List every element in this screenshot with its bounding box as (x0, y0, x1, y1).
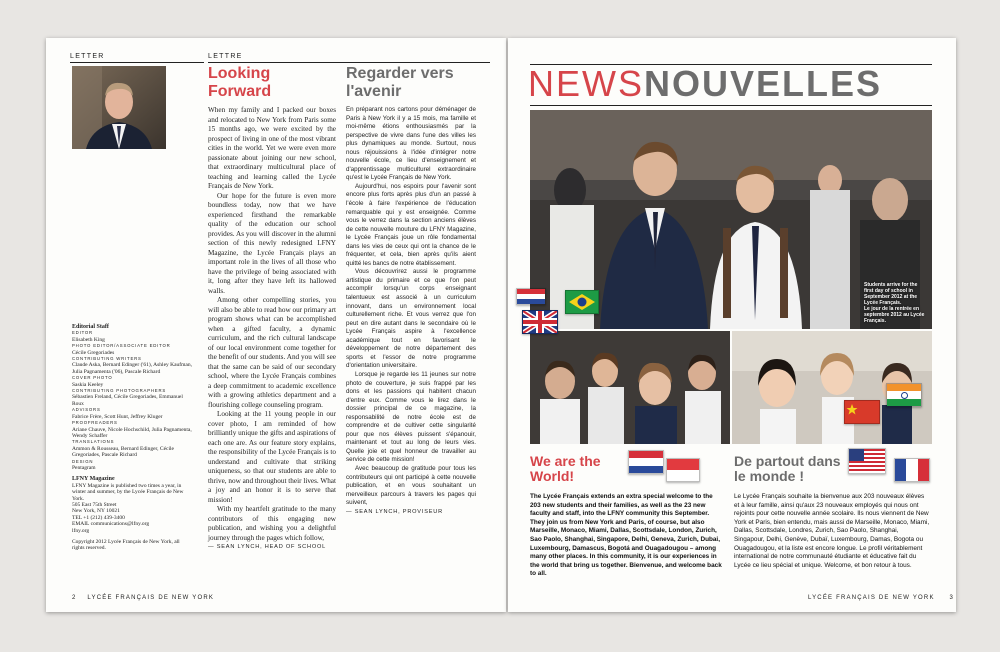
staff-names: Elisabeth King (72, 336, 105, 343)
staff-names: Ammon & Rousseau, Bernard Edinger, Cécile Gregoriades, Pascale Richard (72, 445, 174, 459)
top-rule (208, 62, 490, 63)
staff-role: PHOTO EDITOR/ASSOCIATE EDITOR (72, 343, 171, 349)
staff-names: Sébastien Freland, Cécile Gregoriades, Emmanuel Roux (72, 394, 183, 407)
address-line: New York, NY 10021 (72, 508, 120, 515)
staff-names: Claude Aska, Bernard Edinger ('61), Ashley Kaufman, Julia Pagnamenta ('06), Pascale Richard (72, 362, 192, 375)
staff-role: CONTRIBUTING PHOTOGRAPHERS (72, 388, 167, 394)
staff-role: EDITOR (72, 330, 93, 336)
title-rule (530, 105, 932, 106)
section-label-en: LETTER (70, 53, 105, 60)
paragraph: When my family and I packed our boxes and relocated to New York from Paris some 15 months ago, we were excited by the prospect of living in one of the most vibrant cities in the world. Yet we were even more passionate about joining our new school, that extraordinary multicultural place of teaching and learning called the Lycée Français de New York. (208, 106, 336, 190)
title-nouvelles: NOUVELLES (644, 63, 883, 104)
news-body-en: The Lycée Français extends an extra special welcome to the 203 new students and their families, as well as the 23 new faculty and staff, into the LFNY community this September. They join us from New York and Paris, of course, but also Marseille, Monaco, Miami, Dallas, Scottsdale, London, Zurich, Sao Paolo, Shanghai, Singapore, Delhi, Geneva, Zurich, Dubai, Luxembourg, Damascus, Bogotá and Ouagadougou – among many other places. In this community, it is our experiences in the world that bring us together. Bienvenue, and welcome back to all. (530, 493, 722, 578)
flag-usa-icon (848, 448, 886, 474)
flag-france-icon (628, 450, 664, 474)
flag-singapore-icon (666, 458, 700, 482)
publication-title: LFNY Magazine (72, 476, 115, 483)
paragraph: Looking at the 11 young people in our cover photo, I am reminded of how brilliantly unique the gifts and aspirations of each one are. As our feature story explains, the responsibility of the Lycée Français is to understand and cultivate that striking uniqueness, so that our students are able to thrive, now and throughout their lives. What a joy and an honor it is to serve that mission! (208, 410, 336, 504)
top-rule (70, 62, 204, 63)
staff-role: PROOFREADERS (72, 420, 118, 426)
editorial-staff (72, 324, 192, 552)
page-number-value: 2 (72, 595, 77, 601)
flag-china-icon (844, 400, 880, 424)
signature-fr: — SEAN LYNCH, PROVISEUR (346, 508, 443, 515)
page-footer (808, 595, 954, 601)
email-line[interactable]: EMAIL communications@lfny.org (72, 521, 150, 528)
staff-role: DESIGN (72, 458, 94, 464)
paragraph: Among other compelling stories, you will also be able to read how our primary art program shows what can be accomplished when a gifted faculty, a dynamic curriculum, and the rich cultural landscape of our local environment come together for the benefit of our students. And you will see that the same can be said of our secondary school, where the Lycée Français combines a deep commitment to academic excellence with a growing athletics department and a flourishing college counseling program. (208, 296, 336, 409)
section-label-fr: LETTRE (208, 53, 243, 60)
title-news: NEWS (528, 63, 644, 104)
news-body-fr: Le Lycée Français souhaite la bienvenue aux 203 nouveaux élèves et à leur famille, ainsi qu'aux 23 nouveaux employés qui nous ont rejoints pour cette nouvelle année scolaire. Ils nous viennent de New York et Paris, bien entendu, mais aussi de Marseille, Monaco, Miami, Dallas, Scottsdale, Londres, Zurich, Sao Paolo, Shanghai, Singapour, Delhi, Genève, Dubaï, Luxembourg, Damas, Bogota ou Ouagadougou, et la liste est encore longue. Le profil véritablement international de notre communauté étudiante et éducative fait du Lycée ce lieu spécial et unique. Welcome, et bon retour à tous. (734, 493, 930, 569)
paragraph: Aujourd'hui, nos espoirs pour l'avenir sont encore plus forts après plus d'un an passé à l'école à faire l'expérience de l'éducation remarquable qui y est enseignée. Comme vous le verrez dans la section anciens élèves de cette nouvelle mouture du LFNY Magazine, le Lycée Français joue un rôle fondamental dans les vies de ceux qui ont la chance de le fréquenter, et cela, bien après qu'ils aient quitté les bancs de notre établissement. (346, 182, 476, 267)
staff-role: ADVISORS (72, 407, 101, 413)
portrait-photo (72, 66, 166, 149)
staff-names: Cécile Gregoriades (72, 349, 115, 356)
heading-fr: De partout dans le monde ! (734, 453, 841, 484)
paragraph: Vous découvrirez aussi le programme artistique du primaire et ce que l'on peut accomplir lorsqu'un corps enseignant talentueux est associé à un curriculum innovant, dans un environnement local culturellement riche. Et vous verrez que l'on peut en dire autant dans le secondaire où le Lycée Français aspire à l'excellence académique tout en favorisant le développement de notre département des sports et l'essor de notre programme d'orientation universitaire. (346, 268, 476, 370)
caption-fr: Le jour de la rentrée en septembre 2012 au Lycée Français. (864, 306, 925, 324)
address-line: 505 East 75th Street (72, 501, 117, 508)
staff-names: Saskia Keeley (72, 381, 104, 388)
title-fr: Regarder vers l'avenir (346, 65, 454, 100)
paragraph: Lorsque je regarde les 11 jeunes sur notre photo de couverture, je suis frappé par les dons et les passions qui habitent chacun d'entre eux. Comme vous le lirez dans le dossier principal de ce magazine, la responsabilité de notre école est de comprendre et de cultiver cette singularité pour que nos élèves puissent s'épanouir, maintenant et tout au long de leurs vies. Quelle joie et quel honneur de travailler au service de cette mission! (346, 370, 476, 464)
staff-heading: Editorial Staff (72, 324, 109, 330)
footer-text: LYCÉE FRANÇAIS DE NEW YORK (808, 595, 935, 601)
staff-names: Fabrice Frère, Scott Hunt, Jeffrey Kluger (72, 413, 163, 420)
news-title (528, 65, 882, 103)
heading-en: We are the World! (530, 453, 601, 484)
staff-role: TRANSLATIONS (72, 439, 115, 445)
paragraph: Our hope for the future is even more boundless today, now that we have experienced firsthand the remarkable quality of the education our school provides. As you will discover in the alumni section of this newly redesigned LFNY Magazine, the Lycée Français plays an important role in the lives of all those who have the privilege of being associated with it, long after they have left its hallowed walls. (208, 191, 336, 295)
left-page (46, 38, 506, 612)
title-en: Looking Forward (208, 65, 272, 100)
staff-role: CONTRIBUTING WRITERS (72, 356, 142, 362)
page-number (72, 595, 214, 601)
copyright: Copyright 2012 Lycée Français de New York, all rights reserved. (72, 539, 180, 552)
website-link[interactable]: lfny.org (72, 527, 90, 534)
paragraph: With my heartfelt gratitude to the many contributors of this engaging new publication, and wishing you a delightful journey through the pages which follow, (208, 505, 336, 542)
right-page (508, 38, 956, 612)
letter-body-fr (346, 106, 476, 516)
phone-line: TEL +1 (212) 439-3400 (72, 514, 125, 521)
flag-netherlands-icon (516, 288, 546, 305)
signature-en: — SEAN LYNCH, HEAD OF SCHOOL (208, 544, 327, 550)
publication-text: LFNY Magazine is published two times a year, in winter and summer, by the Lycée Français de New York. (72, 482, 184, 502)
flag-brazil-icon (565, 290, 599, 314)
paragraph: En préparant nos cartons pour déménager de Paris à New York il y a 15 mois, ma famille et moi-même étions enthousiasmés par la perspective de vivre dans l'une des villes les plus dynamiques au monde. Surtout, nous nous réjouissions à l'idée d'intégrer notre nouvelle école, ce lieu d'enseignement et d'apprentissage multiculturel extraordinaire qu'est le Lycée Français de New York. (346, 106, 476, 182)
paragraph: Avec beaucoup de gratitude pour tous les contributeurs qui ont participé à cette nouvelle publication, et en vous souhaitant un merveilleux parcours à travers les pages qui suivent, (346, 464, 476, 507)
flag-france-icon (894, 458, 930, 482)
caption-en: Students arrive for the first day of school in September 2012 at the Lycée Français. (864, 282, 918, 306)
flag-india-icon (886, 383, 922, 407)
students-photo-left (530, 331, 730, 444)
staff-names: Pentagram (72, 464, 96, 471)
photo-caption (864, 282, 928, 324)
staff-names: Ariane Chauve, Nicole Hochschild, Julia Pagnamenta, Wendy Schaffer (72, 426, 192, 439)
staff-role: COVER PHOTO (72, 375, 113, 381)
footer-text: LYCÉE FRANÇAIS DE NEW YORK (87, 595, 215, 601)
flag-united-kingdom-icon (522, 310, 558, 334)
page-number-value: 3 (949, 595, 955, 601)
letter-body-en (208, 106, 336, 553)
